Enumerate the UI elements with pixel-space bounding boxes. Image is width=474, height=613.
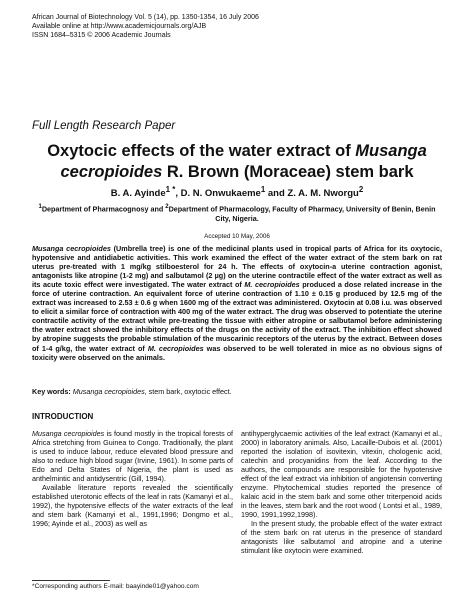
title-part1: Oxytocic effects of the water extract of (47, 142, 356, 160)
section-heading-introduction: INTRODUCTION (32, 412, 94, 421)
text-column-right (241, 429, 442, 555)
journal-header (32, 13, 259, 40)
keywords (32, 387, 232, 396)
paper-title (30, 141, 444, 183)
intro-paragraph-3: antihyperglycaemic activities of the leaf extract (Kamanyi et al., 2000) in laboratory animals. Also, Lacaille-Dubois et al. (2001) reported the isolation of isovitexin, vitexin, chologenic acid, catechin and procyanidins from the leaf. According to the authors, the compounds are responsible for the hypotensive effect of the leaf extract via inhibition of angiotensin converting enzyme. Phytochemical studies reported the presence of kalaic acid in the stem bark and some other triterpenoid acids in the leaves, stem bark and the root wood ( Lontsi et al., 1989, 1990, 1991,1992,1998). (241, 429, 442, 520)
abstract-text-2: produced a dose related increase in the force of uterine contraction. An equivalent force of uterine contraction of 1.10 ± 0.15 g produced by 12.5 mg of the extract was increased to 2.53 ± 0.6 g when 1600 mg of the extract was administered. Oxytocin at 0.08 i.u. was observed to elicit a similar force of contraction with 400 mg of the water extract. The drug was observed to potentiate the uterine contractile activity of the extract while pre-treating the tissue with either atropine or salbutamol before administering the water extract showed the inhibitory effects of the drugs on the activity of the extract. The inhibition effect showed by atropine suggests the probable stimulation of the muscarinic receptors of the uterus by the extract. Between doses of 1-4 g/kg, the water extract of (32, 280, 442, 353)
affiliation (34, 203, 440, 223)
keywords-label: Key words: (32, 387, 71, 396)
corresponding-author-footnote: *Corresponding authors E-mail: baayinde01@yahoo.com (32, 583, 199, 590)
keywords-rest: , stem bark, oxytocic effect. (144, 387, 232, 396)
affil-sup-2: 2 (165, 204, 169, 210)
intro-paragraph-1 (32, 429, 233, 483)
journal-citation: African Journal of Biotechnology Vol. 5 (14), pp. 1350-1354, 16 July 2006 (32, 14, 259, 21)
author-3-sup: 2 (358, 185, 364, 194)
title-species: Musanga cecropioides (60, 142, 427, 181)
title-part2: R. Brown (Moraceae) stem bark (162, 163, 414, 181)
author-2-sup: 1 (260, 185, 266, 194)
author-1-sup: 1 * (165, 185, 176, 194)
accepted-date: Accepted 10 May, 2006 (204, 233, 270, 240)
author-3: and Z. A. M. Nworgu (265, 188, 359, 200)
intro-species: Musanga cecropioides (32, 429, 105, 438)
abstract-text-1: (Umbrella tree) is one of the medicinal plants used in tropical parts of Africa for its oxytocic, hypotensive and antidiabetic activities. This work examined the effect of the water extract of the stem bark on rat uterus pre-treated with 1 mg/kg stilboesterol for 24 h. The effects of oxytocin-a uterine contraction agonist, antagonists like atropine (1-2 mg) and salbutamol (2 µg) on the uterine contractile effect of the water extract as well as its acute toxic effect were investigated. The water extract of (32, 244, 442, 290)
keywords-species: Musanga cecropioides (72, 387, 145, 396)
affil-part1: Department of Pharmacognosy and (41, 204, 166, 214)
abstract-text-3: was observed to be well tolerated in mice as no obvious signs of toxicity were observed on the animals. (32, 343, 442, 362)
footnote-divider (32, 580, 110, 581)
intro-p1-text: is found mostly in the tropical forests of Africa stretching from Guinea to Congo. Traditionally, the plant is used to induce labour, reduce elevated blood pressure and also to reduce high blood sugar (Irvine, 1961). In some parts of Edo and Delta States of Nigeria, the plant is used as anthelmintic and antidysentric (Gill, 1994). (32, 429, 233, 484)
abstract-species: Musanga cecropioides (32, 244, 111, 253)
intro-paragraph-4: In the present study, the probable effect of the water extract of the stem bark on rat uterus in the presence of standard antagonists like salbutamol and atropine and a uterine stimulant like oxytocin were examined. (241, 519, 442, 556)
author-1: B. A. Ayinde (110, 188, 166, 200)
text-column-left (32, 429, 233, 528)
author-2: , D. N. Onwukaeme (175, 188, 261, 200)
article-type: Full Length Research Paper (32, 120, 176, 132)
intro-paragraph-2: Available literature reports revealed the scientifically established uterotonic effects of the leaf in rats (Kamanyi et al., 1992), the hypotensive effects of the water extracts of the leaf and stem bark (Kamanyi et al., 1991,1996; Dongmo et al., 1996; Ayinde et al., 2003) as well as (32, 483, 233, 529)
abstract-species-short: M. cecropioides (244, 280, 300, 290)
affil-part2: Department of Pharmacology, Faculty of Pharmacy, University of Benin, Benin City, Nigeria. (168, 204, 436, 223)
abstract-species-short-2: M. cecropioides (147, 343, 204, 353)
affil-sup-1: 1 (38, 204, 42, 210)
author-list (30, 185, 444, 199)
journal-issn: ISSN 1684–5315 © 2006 Academic Journals (32, 32, 171, 39)
abstract (32, 244, 442, 362)
journal-url: Available online at http://www.academicjournals.org/AJB (32, 23, 207, 30)
